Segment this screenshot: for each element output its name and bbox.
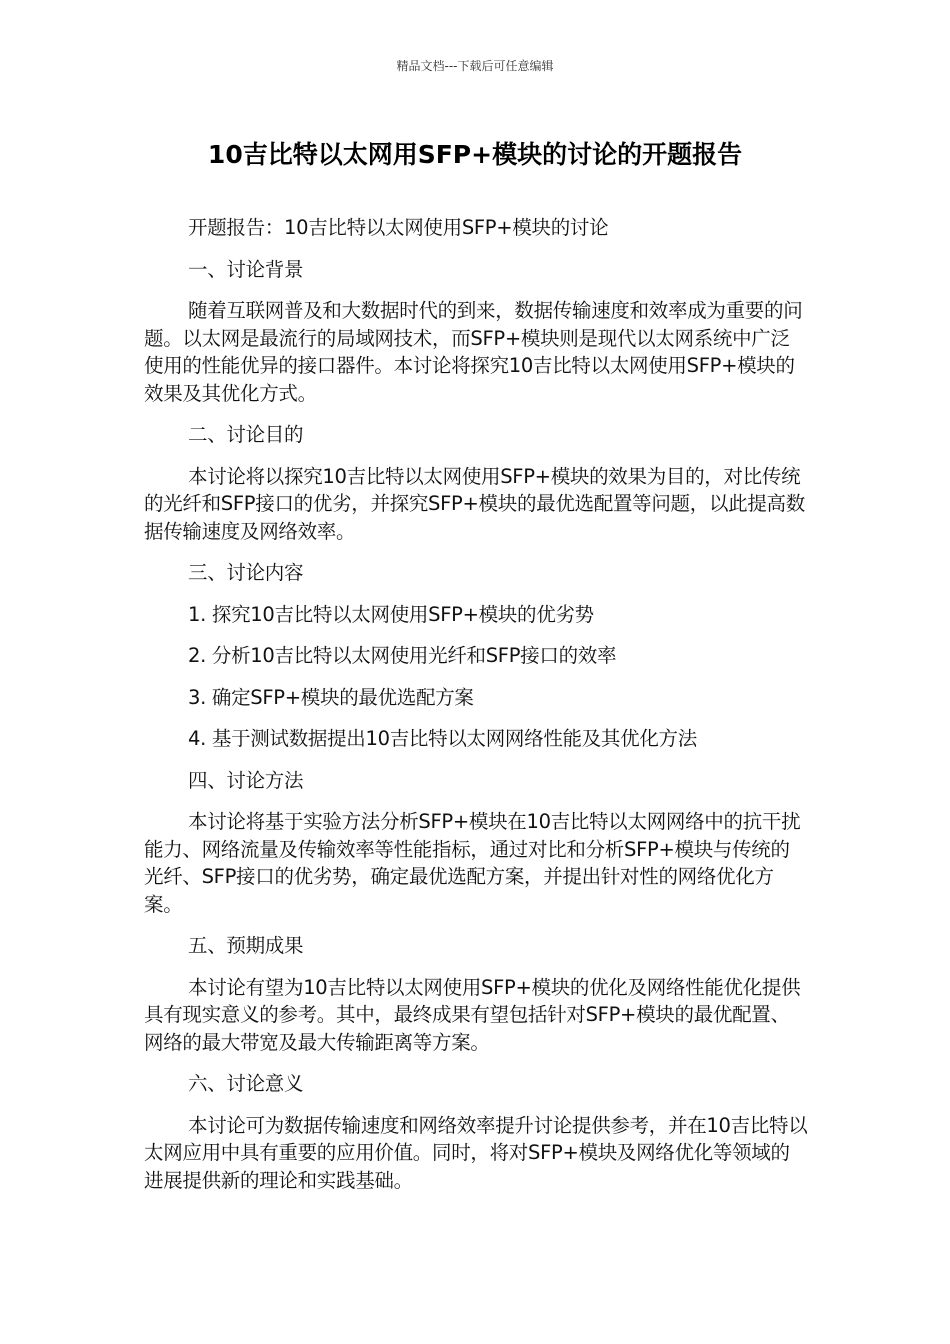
section-heading-content: 三、讨论内容 bbox=[188, 561, 304, 584]
section-heading-purpose: 二、讨论目的 bbox=[188, 423, 304, 446]
section-heading-significance: 六、讨论意义 bbox=[188, 1072, 304, 1095]
section-heading-background: 一、讨论背景 bbox=[188, 257, 304, 281]
content-list-item: 2. 分析10吉比特以太网使用光纤和SFP接口的效率 bbox=[188, 644, 617, 667]
paragraph-method: 本讨论将基于实验方法分析SFP+模块在10吉比特以太网网络中的抗干扰能力、网络流量及传输效率等性能指标，通过对比和分析SFP+模块与传统的光纤、SFP接口的优劣势，确定最优选配方案，并提出针对性的网络优化方案。 bbox=[144, 810, 801, 916]
section-heading-expected-results: 五、预期成果 bbox=[188, 934, 304, 957]
paragraph-significance: 本讨论可为数据传输速度和网络效率提升讨论提供参考，并在10吉比特以太网应用中具有重要的应用价值。同时，将对SFP+模块及网络优化等领域的进展提供新的理论和实践基础。 bbox=[144, 1113, 808, 1192]
document-title: 10吉比特以太网用SFP+模块的讨论的开题报告 bbox=[207, 140, 743, 169]
content-list-item: 1. 探究10吉比特以太网使用SFP+模块的优劣势 bbox=[188, 602, 594, 626]
report-subtitle: 开题报告：10吉比特以太网使用SFP+模块的讨论 bbox=[188, 216, 609, 239]
section-heading-method: 四、讨论方法 bbox=[188, 768, 304, 792]
content-list-item: 4. 基于测试数据提出10吉比特以太网网络性能及其优化方法 bbox=[188, 727, 697, 750]
content-list-item: 3. 确定SFP+模块的最优选配方案 bbox=[188, 685, 474, 709]
paragraph-expected-results: 本讨论有望为10吉比特以太网使用SFP+模块的优化及网络性能优化提供具有现实意义的参考。其中，最终成果有望包括针对SFP+模块的最优配置、网络的最大带宽及最大传输距离等方案。 bbox=[144, 975, 801, 1054]
paragraph-purpose: 本讨论将以探究10吉比特以太网使用SFP+模块的效果为目的，对比传统的光纤和SFP接口的优劣，并探究SFP+模块的最优选配置等问题，以此提高数据传输速度及网络效率。 bbox=[144, 464, 805, 543]
document-body bbox=[144, 214, 808, 1208]
paragraph-background: 随着互联网普及和大数据时代的到来，数据传输速度和效率成为重要的问题。以太网是最流行的局域网技术，而SFP+模块则是现代以太网系统中广泛使用的性能优异的接口器件。本讨论将探究10吉比特以太网使用SFP+模块的效果及其优化方式。 bbox=[144, 299, 803, 405]
header-note: 精品文档---下载后可任意编辑 bbox=[396, 59, 554, 73]
